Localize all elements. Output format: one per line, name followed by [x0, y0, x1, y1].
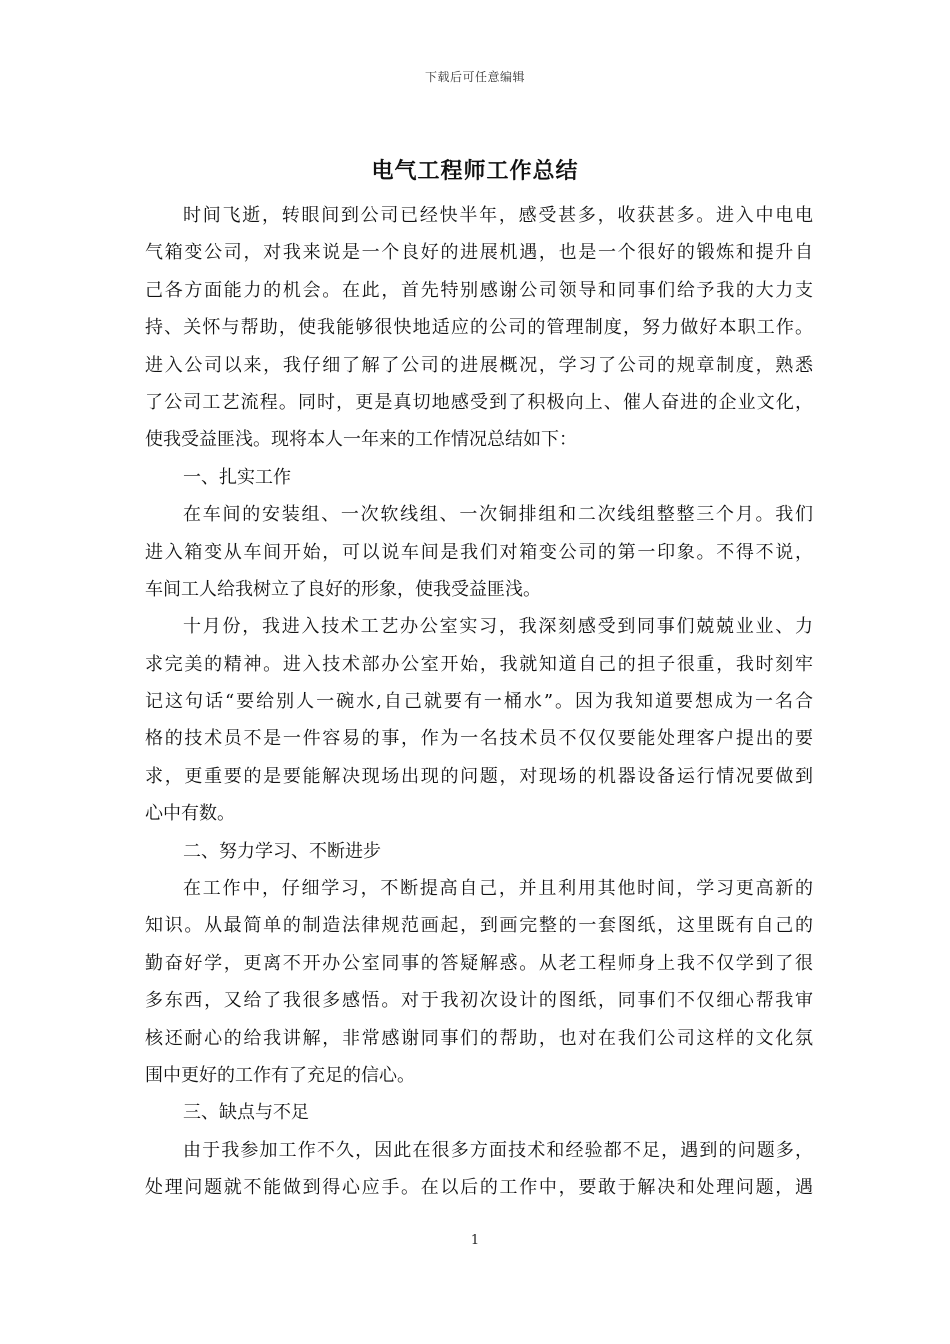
text-line: 二、努力学习、不断进步	[183, 840, 381, 862]
text-line: 己各方面能力的机会。在此，首先特别感谢公司领导和同事们给予我的大力支	[145, 279, 813, 301]
text-line: 格的技术员不是一件容易的事，作为一名技术员不仅仅要能处理客户提出的要	[145, 728, 813, 750]
text-line: 由于我参加工作不久，因此在很多方面技术和经验都不足，遇到的问题多，	[183, 1139, 813, 1161]
text-line: 使我受益匪浅。现将本人一年来的工作情况总结如下：	[145, 429, 577, 451]
text-line: 持、关怀与帮助，使我能够很快地适应的公司的管理制度，努力做好本职工作。	[145, 317, 813, 339]
document-title: 电气工程师工作总结	[371, 159, 579, 184]
text-line: 在车间的安装组、一次软线组、一次铜排组和二次线组整整三个月。我们	[183, 504, 813, 526]
text-line: 时间飞逝，转眼间到公司已经快半年，感受甚多，收获甚多。进入中电电	[183, 205, 813, 226]
text-line: 心中有数。	[145, 803, 235, 825]
text-line: 多东西，又给了我很多感悟。对于我初次设计的图纸，同事们不仅细心帮我审	[145, 990, 813, 1012]
text-line: 知识。从最简单的制造法律规范画起，到画完整的一套图纸，这里既有自己的	[145, 915, 813, 937]
text-line: 气箱变公司，对我来说是一个良好的进展机遇，也是一个很好的锻炼和提升自	[145, 242, 813, 264]
text-line: 处理问题就不能做到得心应手。在以后的工作中，要敢于解决和处理问题，遇	[145, 1177, 813, 1199]
document-body	[145, 197, 813, 1207]
text-line: 核还耐心的给我讲解，非常感谢同事们的帮助，也对在我们公司这样的文化氛	[145, 1027, 813, 1049]
text-line: 一、扎实工作	[183, 466, 291, 488]
text-line: 进入箱变从车间开始，可以说车间是我们对箱变公司的第一印象。不得不说，	[145, 541, 813, 563]
text-line: 十月份，我进入技术工艺办公室实习，我深刻感受到同事们兢兢业业、力	[183, 616, 813, 638]
page-header: 下载后可任意编辑	[424, 70, 525, 84]
text-line: 勤奋好学，更离不开办公室同事的答疑解惑。从老工程师身上我不仅学到了很	[145, 952, 813, 974]
text-line: 三、缺点与不足	[183, 1102, 309, 1124]
text-line: 车间工人给我树立了良好的形象，使我受益匪浅。	[145, 578, 541, 600]
text-line: 在工作中，仔细学习，不断提高自己，并且利用其他时间，学习更高新的	[183, 878, 813, 900]
text-line: 进入公司以来，我仔细了解了公司的进展概况，学习了公司的规章制度，熟悉	[145, 354, 813, 376]
text-line: 记这句话“要给别人一碗水,自己就要有一桶水”。因为我知道要想成为一名合	[145, 691, 813, 713]
text-line: 了公司工艺流程。同时，更是真切地感受到了积极向上、催人奋进的企业文化，	[145, 391, 813, 413]
text-line: 围中更好的工作有了充足的信心。	[145, 1064, 415, 1086]
page-number: 1	[470, 1233, 480, 1248]
text-line: 求，更重要的是要能解决现场出现的问题，对现场的机器设备运行情况要做到	[145, 765, 813, 787]
text-line: 求完美的精神。进入技术部办公室开始，我就知道自己的担子很重，我时刻牢	[145, 653, 813, 675]
